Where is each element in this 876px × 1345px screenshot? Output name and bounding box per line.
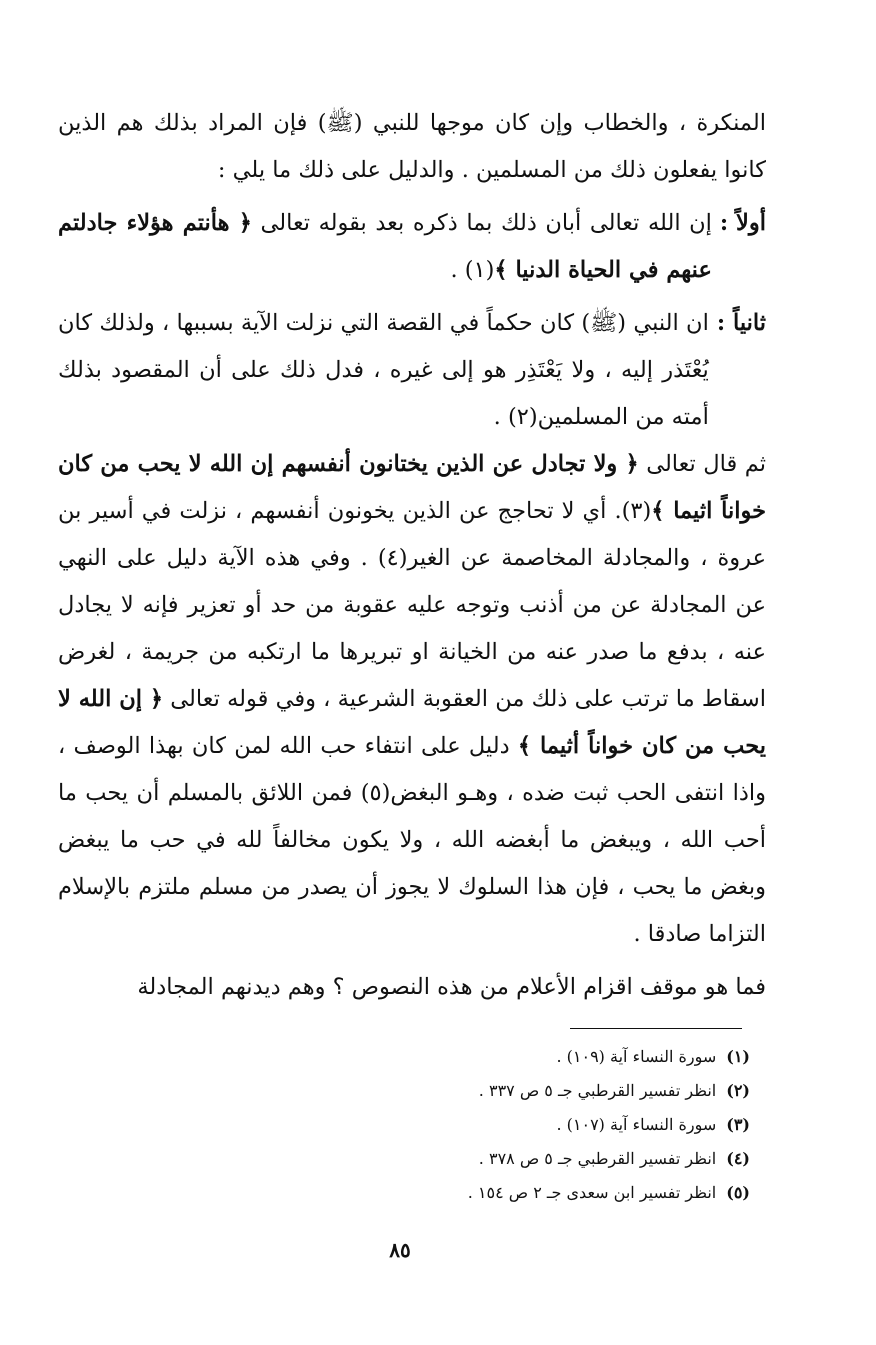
footnote-text: انظر تفسير القرطبي جـ ٥ ص ٣٧٨ . (478, 1149, 717, 1168)
paragraph-intro: المنكرة ، والخطاب وإن كان موجها للنبي (ﷺ) فإن المراد بذلك هم الذين كانوا يفعلون ذلك من المسلمين . والدليل على ذلك ما يلي : (58, 110, 766, 183)
footnote (280, 1142, 750, 1176)
footnote-text: انظر تفسير ابن سعدى جـ ٢ ص ١٥٤ . (467, 1183, 717, 1202)
point-first-label: أولاً : (719, 210, 766, 236)
quran-quote: ﴿ إن الله لا يحب من كان خواناً أثيما ﴾ (58, 686, 766, 759)
footnotes (280, 1040, 750, 1210)
quran-quote: ﴿ ولا تجادل عن الذين يختانون أنفسهم إن الله لا يحب من كان خواناً اثيما ﴾ (58, 451, 766, 524)
point-second-text: ان النبي (ﷺ) كان حكماً في القصة التي نزلت الآية بسببها ، ولذلك كان يُعْتَذر إليه ، ولا يَعْتَذِر هو إلى غيره ، فدل ذلك على أن المقصود بذلك أمته من المسلمين(٢) . (58, 310, 709, 430)
footnote (280, 1108, 750, 1142)
point-first (58, 200, 766, 294)
footnote-text: سورة النساء آية (١٠٩) . (556, 1047, 717, 1066)
quran-quote: ﴿ هأنتم هؤلاء جادلتم عنهم في الحياة الدنيا ﴾ (58, 210, 712, 283)
point-first-text-b: (١) . (450, 257, 495, 283)
footnote-text: انظر تفسير القرطبي جـ ٥ ص ٣٣٧ . (478, 1081, 717, 1100)
paragraph-main-lead: ثم قال تعالى (638, 451, 767, 477)
page-number: ٨٥ (389, 1238, 411, 1262)
point-first-text-a: إن الله تعالى أبان ذلك بما ذكره بعد بقوله تعالى (251, 210, 712, 236)
main-text (58, 100, 766, 1011)
footnote-number: (٥) (726, 1183, 750, 1202)
paragraph-main-tail: دليل على انتفاء حب الله لمن كان بهذا الوصف ، واذا انتفى الحب ثبت ضده ، وهـو البغض(٥) فمن اللائق بالمسلم أن يحب ما أحب الله ، ويبغض ما أبغضه الله ، ولا يكون مخالفاً لله في حب ما يبغض وبغض ما يحب ، فإن هذا السلوك لا يجوز أن يصدر من مسلم ملتزم بالإسلام التزاما صادقا . (58, 733, 766, 947)
footnote-number: (١) (726, 1047, 750, 1066)
paragraph-main-mid: (٣). أي لا تحاجج عن الذين يخونون أنفسهم ، نزلت في أسير بن عروة ، والمجادلة المخاصمة عن الغير(٤) . وفي هذه الآية دليل على النهي عن المجادلة عن من أذنب وتوجه عليه عقوبة من حد أو تعزير فإنه لا يجادل عنه ، بدفع ما صدر عنه من الخيانة او تبريرها ما ارتكبه من جريمة ، لغرض اسقاط ما ترتب على ذلك من العقوبة الشرعية ، وفي قوله تعالى (58, 498, 766, 712)
point-second (58, 300, 766, 441)
paragraph-closing: فما هو موقف اقزام الأعلام من هذه النصوص ؟ وهم ديدنهم المجادلة (137, 974, 766, 1000)
footnote (280, 1040, 750, 1074)
point-second-label: ثانياً : (716, 310, 766, 336)
footnote-number: (٢) (726, 1081, 750, 1100)
footnote-number: (٤) (726, 1149, 750, 1168)
point-first-text (58, 200, 712, 294)
footnote (280, 1074, 750, 1108)
footnote-text: سورة النساء آية (١٠٧) . (556, 1115, 717, 1134)
footnote (280, 1176, 750, 1210)
paragraph-main (58, 441, 766, 958)
footnote-number: (٣) (726, 1115, 750, 1134)
footnote-divider (570, 1028, 742, 1029)
